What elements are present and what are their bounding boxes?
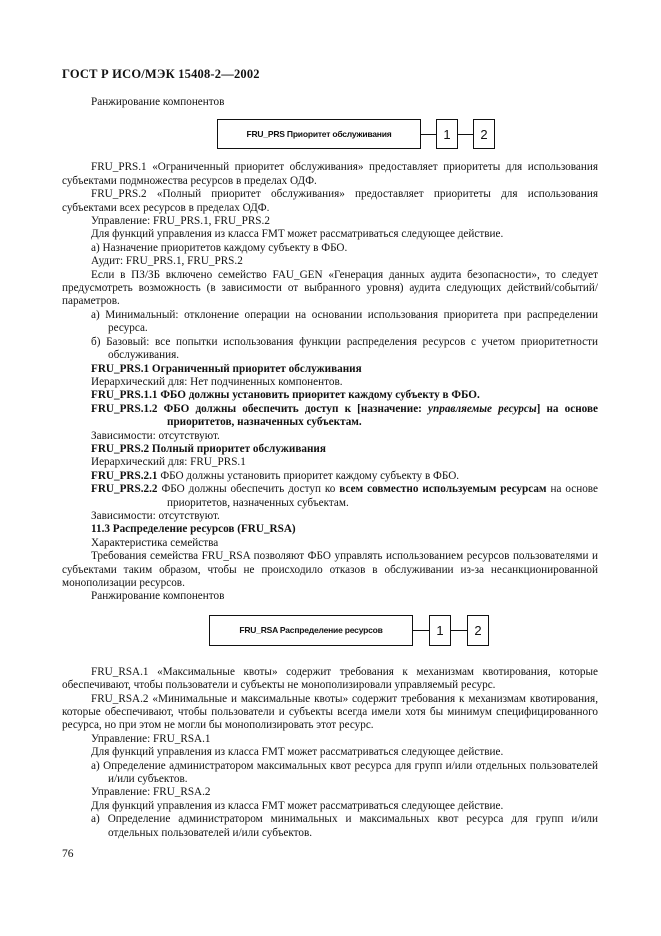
element-text-bold: всем совместно используемым ресурсам — [339, 483, 547, 496]
prs1-hierarchy: Иерархический для: Нет подчиненных компонентов. — [91, 375, 343, 388]
element-text: ФБО должны обеспечить доступ ко — [157, 483, 340, 496]
rsa-requirements: Требования семейства FRU_RSA позволяют ФБО управлять использованием ресурсов пользователями и субъектами таким образом, чтобы не происходило отказов в обслуживании из-за несанкционированной монополизации ресурсов. — [62, 550, 598, 589]
prs2-title: FRU_PRS.2 Полный приоритет обслуживания — [91, 442, 326, 455]
management-fmt-note: Для функций управления из класса FMT может рассматриваться следующее действие. — [91, 228, 504, 241]
level-1-box: 1 — [429, 615, 451, 646]
audit-item-basic: б) Базовый: все попытки использования функции распределения ресурсов с учетом приоритетности обслуживания. — [91, 335, 598, 362]
rsa2-description: FRU_RSA.2 «Минимальные и максимальные квоты» содержит требования к механизмам квотирования, которые обеспечивают, чтобы пользователи и субъекты всегда имели хотя бы минимум специфицированного ресурса, но при этом не могли бы монополизировать этот ресурс. — [62, 692, 598, 732]
prs-diagram-area — [62, 109, 598, 161]
management-rsa2: Управление: FRU_RSA.2 — [91, 786, 211, 799]
element-text: ФБО должны установить приоритет каждому субъекту в ФБО. — [157, 469, 460, 482]
management-fmt-note: Для функций управления из класса FMT может рассматриваться следующее действие. — [91, 799, 504, 812]
prs1-title: FRU_PRS.1 Ограниченный приоритет обслуживания — [91, 362, 362, 375]
element-code: FRU_PRS.1.2 — [91, 402, 158, 415]
element-text: на основе приоритетов, назначенных субъектам. — [167, 483, 598, 509]
connector-line — [451, 630, 467, 632]
prs2-hierarchy: Иерархический для: FRU_PRS.1 — [91, 456, 246, 469]
element-text: ] на основе приоритетов, назначенных субъектам. — [167, 402, 598, 429]
element-code: FRU_PRS.1.1 — [91, 389, 158, 402]
ranking-label-1: Ранжирование компонентов — [91, 96, 225, 108]
rsa-component-diagram — [209, 615, 489, 646]
level-2-box: 2 — [467, 615, 489, 646]
element-code: FRU_PRS.2.2 — [91, 483, 158, 496]
page-header: ГОСТ Р ИСО/МЭК 15408-2—2002 — [62, 67, 260, 81]
level-2-box: 2 — [473, 119, 495, 149]
connector-line — [421, 134, 436, 136]
ranking-label-2: Ранжирование компонентов — [91, 590, 225, 603]
prs-component-diagram — [217, 119, 495, 149]
element-text: ФБО должны установить приоритет каждому субъекту в ФБО. — [157, 389, 480, 402]
element-code: FRU_PRS.2.1 — [91, 469, 158, 482]
rsa-diagram-area — [62, 604, 598, 666]
audit-intro: Если в ПЗ/ЗБ включено семейство FAU_GEN «Генерация данных аудита безопасности», то следует предусмотреть возможность (в зависимости от выбранного уровня) аудита следующих действий/событий/параметров. — [62, 268, 598, 308]
page-number: 76 — [62, 848, 74, 860]
page-content — [62, 96, 598, 840]
prs1-dependencies: Зависимости: отсутствуют. — [91, 429, 220, 442]
connector-line — [458, 134, 473, 136]
family-characteristics: Характеристика семейства — [91, 536, 219, 549]
prs2-description: FRU_PRS.2 «Полный приоритет обслуживания» предоставляет приоритеты для использования субъектами всех ресурсов в пределах ОДФ. — [62, 188, 598, 214]
audit-item-minimal: а) Минимальный: отклонение операции на основании использования приоритета при распределении ресурса. — [91, 308, 598, 335]
section-title: 11.3 Распределение ресурсов (FRU_RSA) — [91, 523, 296, 536]
audit-prs: Аудит: FRU_PRS.1, FRU_PRS.2 — [91, 255, 243, 268]
prs-1-1-requirement — [62, 389, 598, 402]
prs-1-2-requirement — [62, 403, 598, 430]
rsa-family-box: FRU_RSA Распределение ресурсов — [209, 615, 413, 646]
assignment-text: управляемые ресурсы — [428, 402, 537, 415]
connector-line — [413, 630, 429, 632]
prs-2-2-requirement — [62, 483, 598, 510]
rsa2-management-item: а) Определение администратором минимальных и максимальных квот ресурса для групп и/или отдельных пользователей и/или субъектов. — [91, 813, 598, 839]
management-item: а) Назначение приоритетов каждому субъекту в ФБО. — [91, 241, 348, 254]
rsa1-description: FRU_RSA.1 «Максимальные квоты» содержит требования к механизмам квотирования, которые обеспечивают, чтобы пользователи и субъекты не монополизировали управляемый ресурс. — [62, 665, 598, 692]
management-prs: Управление: FRU_PRS.1, FRU_PRS.2 — [91, 215, 270, 228]
element-text: ФБО должны обеспечить доступ к [назначение: — [157, 402, 429, 415]
prs-2-1-requirement — [62, 470, 598, 483]
prs2-dependencies: Зависимости: отсутствуют. — [91, 509, 220, 522]
level-1-box: 1 — [436, 119, 458, 149]
management-fmt-note: Для функций управления из класса FMT может рассматриваться следующее действие. — [91, 746, 504, 759]
rsa1-management-item: а) Определение администратором максимальных квот ресурса для групп и/или отдельных пользователей и/или субъектов. — [91, 759, 598, 786]
management-rsa1: Управление: FRU_RSA.1 — [91, 732, 211, 745]
prs-family-box: FRU_PRS Приоритет обслуживания — [217, 119, 421, 149]
prs1-description: FRU_PRS.1 «Ограниченный приоритет обслуживания» предоставляет приоритеты для использования субъектами подмножества ресурсов в пределах ОДФ. — [62, 161, 598, 187]
